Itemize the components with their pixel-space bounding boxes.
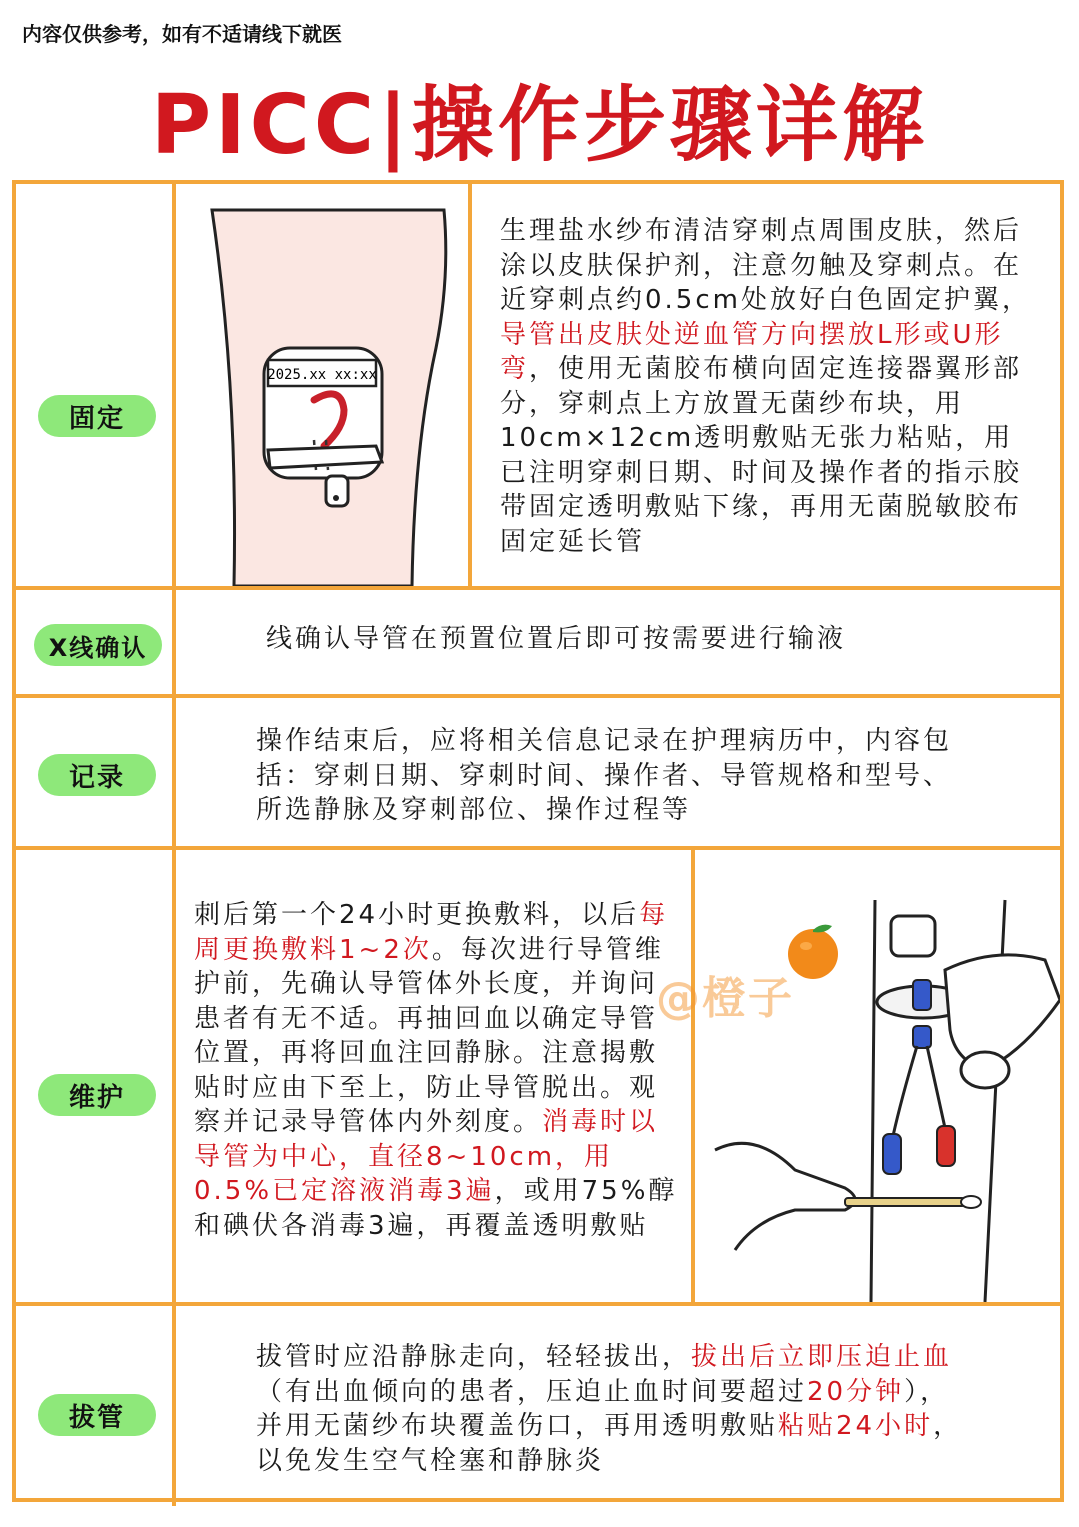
- text-segment: 操作结束后，应将相关信息记录在护理病历中，内容包括：穿刺日期、穿刺时间、操作者、导管规格和型号、所选静脉及穿刺部位、操作过程等: [256, 726, 953, 825]
- steps-table: [12, 180, 1064, 1502]
- highlight-text: 消毒时以导管为中心，直径8~10cm，用0.5%: [194, 1107, 659, 1206]
- step-text-fixation: [500, 214, 1040, 559]
- highlight-text: 已定溶液消毒3遍: [272, 1176, 495, 1206]
- highlight-text: 拔出后立即压迫止血: [691, 1342, 953, 1372]
- step-text-removal: [256, 1340, 976, 1478]
- column-divider: [468, 184, 472, 586]
- text-segment: 刺后第一个24小时更换敷料，以后: [194, 900, 640, 930]
- dressing-date-label: 2025.xx xx:xx: [267, 367, 377, 383]
- highlight-text: 20分钟: [807, 1376, 905, 1407]
- text-segment: ，以免发生空气栓塞和静脉炎: [256, 1411, 963, 1476]
- watermark: @橙子: [656, 973, 794, 1024]
- catheter-maintenance-illustration: [695, 850, 1060, 1302]
- text-segment: 。每次进行导管维护前，先确认导管体外长度，并询问患者有无不适。再抽回血以确定导管位置，再将回血注回静脉。注意揭敷贴时应由下至上，防止导管脱出。观察并记录导管体内外刻度。: [194, 934, 664, 1137]
- highlight-text: 粘贴24小时: [778, 1411, 934, 1441]
- text-segment: ，使用无菌胶布横向固定连接器翼形部分，穿刺点上方放置无菌纱布块，用10cm×12cm透明敷贴无张力粘贴，用已注明穿刺日期、时间及操作者的指示胶带固定透明敷贴下缘，再用无菌脱敏胶布固定延长管: [500, 354, 1023, 557]
- highlight-text: 导管出皮肤处逆血管方向摆放L形或U形弯: [500, 319, 1004, 384]
- step-text-maintenance: [194, 898, 678, 1243]
- disclaimer-text: 内容仅供参考，如有不适请线下就医: [22, 22, 342, 46]
- step-label-xray: X线确认: [34, 624, 162, 666]
- text-segment: （有出血倾向的患者，压迫止血时间要超过: [256, 1376, 808, 1407]
- step-label-removal: 拔管: [38, 1394, 156, 1436]
- dressing-fixation-illustration: [176, 188, 468, 586]
- page-title: PICC|操作步骤详解: [151, 78, 928, 173]
- step-label-fixation: 固定: [38, 395, 156, 437]
- step-label-maintenance: 维护: [38, 1074, 156, 1116]
- text-segment: 生理盐水纱布清洁穿刺点周围皮肤，然后涂以皮肤保护剂，注意勿触及穿刺点。在近穿刺点约0.5cm处放好白色固定护翼，: [500, 216, 1031, 315]
- text-segment: ，或用75%醇和碘伏各消毒3遍，再覆盖透明敷贴: [194, 1176, 678, 1241]
- orange-emoji-icon: [782, 920, 844, 982]
- step-text-xray: [266, 622, 1026, 657]
- step-text-record: [256, 724, 966, 828]
- text-segment: 线确认导管在预置位置后即可按需要进行输液: [266, 624, 847, 654]
- step-label-record: 记录: [38, 754, 156, 796]
- text-segment: 拔管时应沿静脉走向，轻轻拔出，: [256, 1342, 692, 1372]
- text-segment: ），并用无菌纱布块覆盖伤口，再用透明敷贴: [256, 1376, 950, 1441]
- highlight-text: 每周更换敷料1~2次: [194, 900, 669, 965]
